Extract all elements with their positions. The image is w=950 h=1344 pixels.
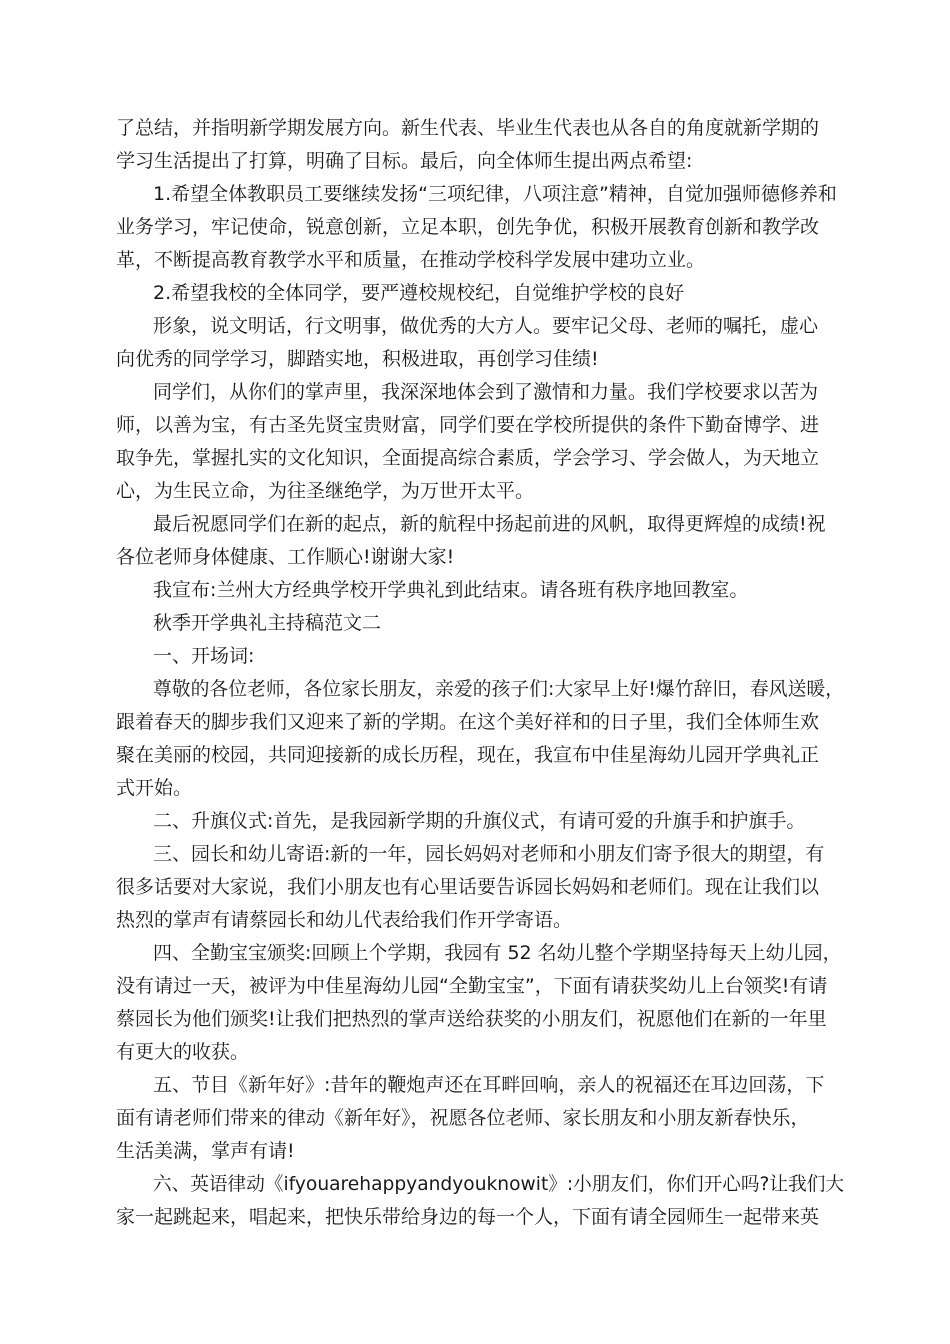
text-line: 三、园长和幼儿寄语:新的一年，园长妈妈对老师和小朋友们寄予很大的期望，有 <box>153 843 825 865</box>
text-line: 1.希望全体教职员工要继续发扬“三项纪律，八项注意”精神，自觉加强师德修养和 <box>153 183 837 205</box>
text-line: 革，不断提高教育教学水平和质量，在推动学校科学发展中建功立业。 <box>116 249 706 271</box>
text-line: 取争先，掌握扎实的文化知识，全面提高综合素质，学会学习、学会做人，为天地立 <box>116 447 820 469</box>
text-line: 四、全勤宝宝颁奖:回顾上个学期，我园有 52 名幼儿整个学期坚持每天上幼儿园， <box>153 942 842 964</box>
text-line: 尊敬的各位老师，各位家长朋友，亲爱的孩子们:大家早上好!爆竹辞旧，春风送暖， <box>153 678 844 700</box>
text-line: 家一起跳起来，唱起来，把快乐带给身边的每一个人，下面有请全园师生一起带来英 <box>116 1206 820 1228</box>
text-line: 聚在美丽的校园，共同迎接新的成长历程，现在，我宣布中佳星海幼儿园开学典礼正 <box>116 744 820 766</box>
document-body <box>116 112 844 1234</box>
text-line: 同学们，从你们的掌声里，我深深地体会到了激情和力量。我们学校要求以苦为 <box>153 381 819 403</box>
text-line: 蔡园长为他们颁奖!让我们把热烈的掌声送给获奖的小朋友们，祝愿他们在新的一年里 <box>116 1008 827 1030</box>
text-line: 心，为生民立命，为往圣继绝学，为万世开太平。 <box>116 480 535 502</box>
text-line: 我宣布:兰州大方经典学校开学典礼到此结束。请各班有秩序地回教室。 <box>153 579 749 601</box>
text-line: 一、开场词: <box>153 645 255 667</box>
text-line: 有更大的收获。 <box>116 1041 250 1063</box>
text-line: 各位老师身体健康、工作顺心!谢谢大家! <box>116 546 455 568</box>
text-line: 很多话要对大家说，我们小朋友也有心里话要告诉园长妈妈和老师们。现在让我们以 <box>116 876 820 898</box>
text-line: 向优秀的同学学习，脚踏实地，积极进取，再创学习佳绩! <box>116 348 599 370</box>
text-line: 2.希望我校的全体同学，要严遵校规校纪，自觉维护学校的良好 <box>153 282 685 304</box>
text-line: 没有请过一天，被评为中佳星海幼儿园“全勤宝宝”，下面有请获奖幼儿上台领奖!有请 <box>116 975 828 997</box>
text-line: 师，以善为宝，有古圣先贤宝贵财富，同学们要在学校所提供的条件下勤奋博学、进 <box>116 414 820 436</box>
text-line: 面有请老师们带来的律动《新年好》，祝愿各位老师、家长朋友和小朋友新春快乐， <box>116 1107 810 1129</box>
text-line: 最后祝愿同学们在新的起点，新的航程中扬起前进的风帆，取得更辉煌的成绩!祝 <box>153 513 826 535</box>
text-line: 学习生活提出了打算，明确了目标。最后，向全体师生提出两点希望: <box>116 150 693 172</box>
text-line: 热烈的掌声有请蔡园长和幼儿代表给我们作开学寄语。 <box>116 909 573 931</box>
text-line: 式开始。 <box>116 777 193 799</box>
text-line: 五、节目《新年好》:昔年的鞭炮声还在耳畔回响，亲人的祝福还在耳边回荡，下 <box>153 1074 825 1096</box>
text-line: 了总结，并指明新学期发展方向。新生代表、毕业生代表也从各自的角度就新学期的 <box>116 117 820 139</box>
text-line: 生活美满，掌声有请! <box>116 1140 295 1162</box>
text-line: 秋季开学典礼主持稿范文二 <box>153 612 382 634</box>
text-line: 形象，说文明话，行文明事，做优秀的大方人。要牢记父母、老师的嘱托，虚心 <box>153 315 819 337</box>
text-line: 业务学习，牢记使命，锐意创新，立足本职，创先争优，积极开展教育创新和教学改 <box>116 216 820 238</box>
text-line: 六、英语律动《ifyouarehappyandyouknowit》:小朋友们，你们开心吗?让我们大 <box>153 1173 844 1195</box>
text-line: 跟着春天的脚步我们又迎来了新的学期。在这个美好祥和的日子里，我们全体师生欢 <box>116 711 820 733</box>
text-line: 二、升旗仪式:首先，是我园新学期的升旗仪式，有请可爱的升旗手和护旗手。 <box>153 810 806 832</box>
